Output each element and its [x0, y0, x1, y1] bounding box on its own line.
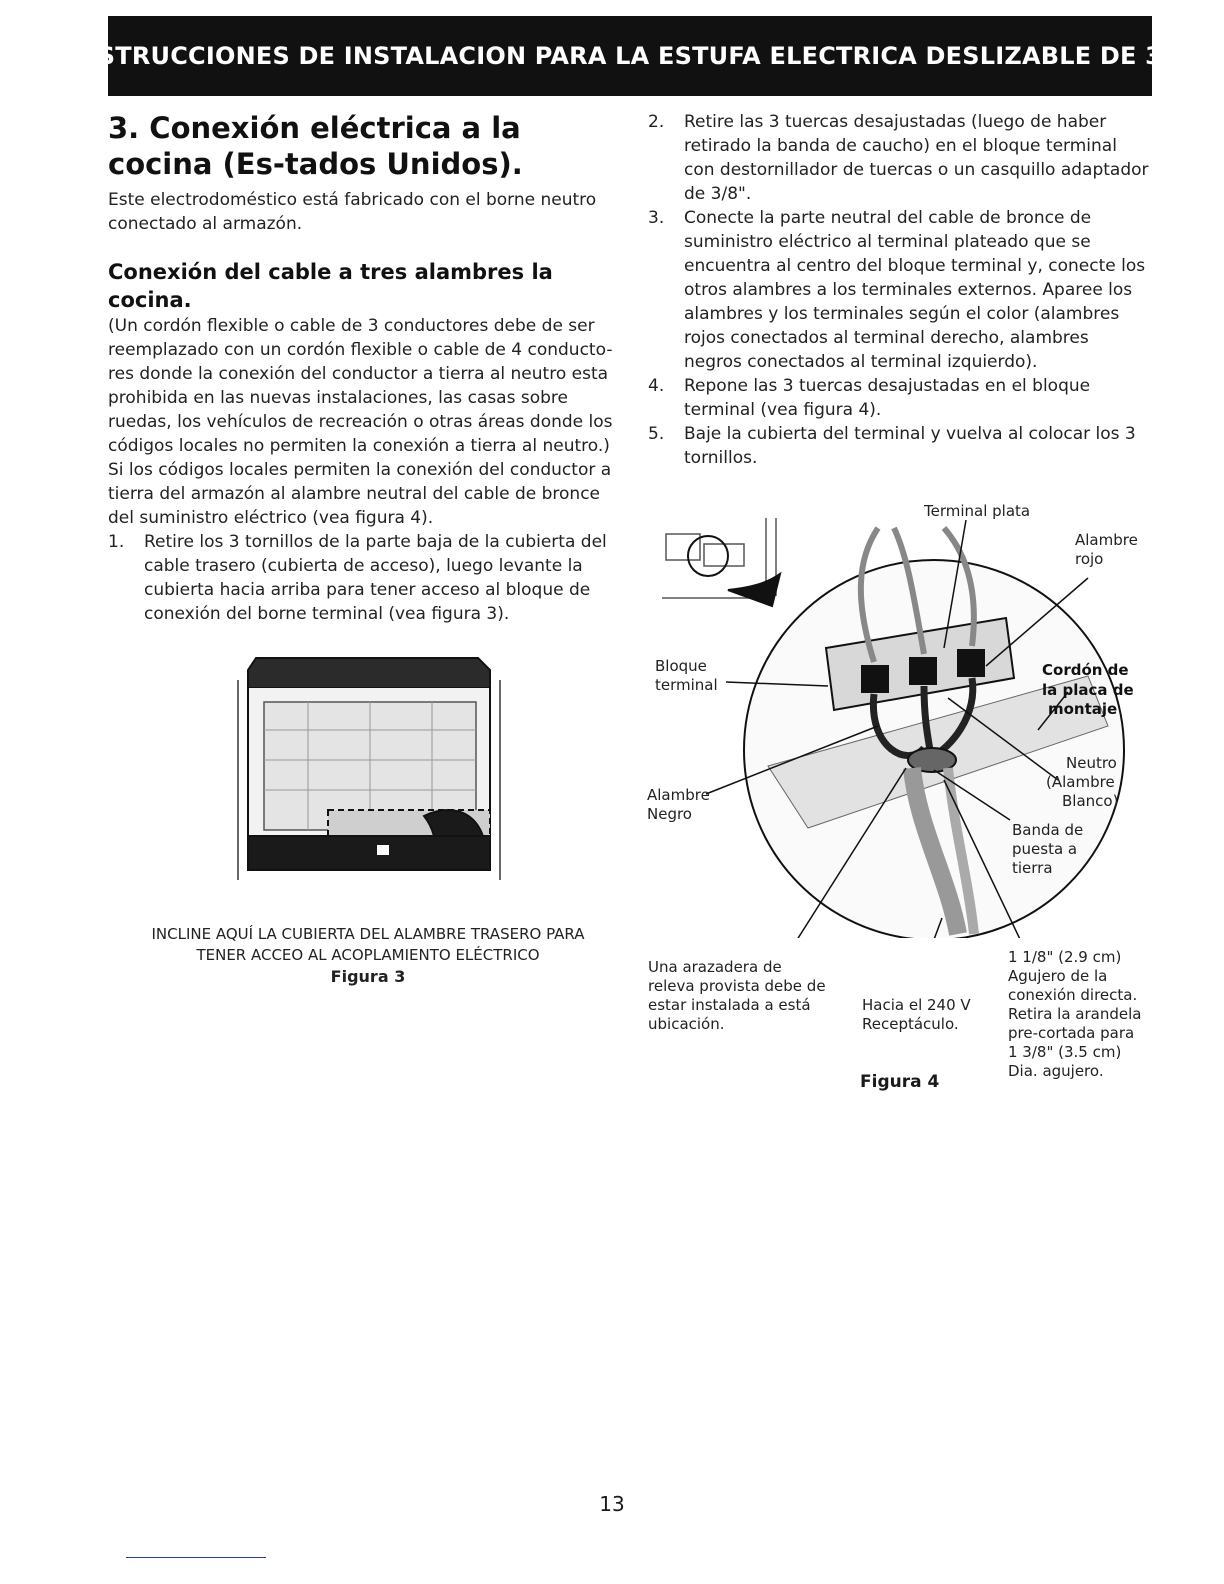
step-item [648, 110, 1152, 206]
label-cordon-placa: montaje [1048, 700, 1118, 718]
label-alambre-negro: Negro [647, 805, 692, 823]
label-banda-tierra: tierra [1012, 859, 1053, 877]
label-banda-tierra: Banda de [1012, 821, 1084, 839]
label-agujero: Retira la arandela [1008, 1005, 1142, 1023]
step-text: Repone las 3 tuercas desajustadas en el bloque terminal (vea figura 4). [684, 376, 1091, 420]
label-arazadera: Una arazadera de [648, 958, 782, 976]
label-agujero: conexión directa. [1008, 986, 1138, 1004]
step-number: 3. [648, 208, 665, 228]
label-cordon-placa: Cordón de [1042, 661, 1129, 679]
label-neutro: (Alambre [1046, 773, 1115, 791]
label-agujero: Agujero de la [1008, 967, 1108, 985]
label-agujero: 1 3/8" (3.5 cm) [1008, 1043, 1122, 1061]
left-steps-list [108, 530, 616, 626]
step-number: 1. [108, 532, 125, 552]
step-text: Baje la cubierta del terminal y vuelva al colocar los 3 tornillos. [684, 424, 1136, 468]
intro-paragraph: Este electrodoméstico está fabricado con el borne neutro conectado al armazón. [108, 190, 597, 234]
figure-3-label: Figura 3 [330, 967, 406, 986]
label-neutro: Blanco) [1062, 792, 1119, 810]
header-title: INSTRUCCIONES DE INSTALACION PARA LA ESTUFA ELECTRICA DESLIZABLE DE 30" [68, 42, 1192, 70]
right-steps-list [648, 110, 1152, 470]
label-agujero: Dia. agujero. [1008, 1062, 1104, 1080]
figure-3-caption [108, 924, 628, 987]
label-arazadera: ubicación. [648, 1015, 725, 1033]
step-item [648, 374, 1152, 422]
step-item [108, 530, 616, 626]
label-terminal-plata: Terminal plata [924, 502, 1031, 520]
figure-4-label: Figura 4 [860, 1072, 940, 1092]
step-text: Retire las 3 tuercas desajustadas (luego de haber retirado la banda de caucho) en el bloque terminal con destornillador de tuercas o un casquillo adaptador de 3/8". [684, 112, 1149, 204]
page-number: 13 [599, 1492, 625, 1516]
label-arazadera: estar instalada a está [648, 996, 811, 1014]
label-cordon-placa: la placa de [1042, 681, 1134, 699]
label-alambre-rojo: rojo [1075, 550, 1104, 568]
label-alambre-negro: Alambre [647, 786, 710, 804]
label-agujero: pre-cortada para [1008, 1024, 1135, 1042]
page-header-bar [68, 16, 1192, 96]
step-number: 5. [648, 424, 665, 444]
step-text: Conecte la parte neutral del cable de bronce de suministro eléctrico al terminal plateado que se encuentra al centro del bloque terminal y, conecte los otros alambres a los terminales externos. Aparee los alambres y los terminales según el color (alambres rojos conectados al terminal derecho, alambres negros conectados al terminal izquierdo). [684, 208, 1146, 372]
label-bloque-terminal: terminal [655, 676, 718, 694]
sub-body-paragraph: (Un cordón flexible o cable de 3 conductores debe de ser reemplazado con un cordón flexible o cable de 4 conducto-res donde la conexión del conductor a tierra al neutro esta prohibida en las nuevas instalaciones, las casas sobre ruedas, los vehículos de recreación o otras áreas donde los códigos locales no permiten la conexión a tierra al neutro.) Si los códigos locales permiten la conexión del conductor a tierra del armazón al alambre neutral del cable de bronce del suministro eléctrico (vea figura 4). [108, 316, 613, 528]
left-column [108, 110, 616, 626]
label-hacia-240v: Receptáculo. [862, 1015, 959, 1033]
step-item [648, 422, 1152, 470]
step-number: 4. [648, 376, 665, 396]
right-column [648, 110, 1152, 470]
sub-title: Conexión del cable a tres alambres la cocina. [108, 260, 553, 312]
range-rear-illustration [228, 640, 508, 910]
label-agujero: 1 1/8" (2.9 cm) [1008, 948, 1122, 966]
step-text: Retire los 3 tornillos de la parte baja de la cubierta del cable trasero (cubierta de acceso), luego levante la cubierta hacia arriba para tener acceso al bloque de conexión del borne terminal (vea figura 3). [144, 532, 607, 624]
figure-3-caption-line: TENER ACCEO AL ACOPLAMIENTO ELÉCTRICO [196, 946, 540, 964]
label-hacia-240v: Hacia el 240 V [862, 996, 971, 1014]
figure-3-caption-line: INCLINE AQUÍ LA CUBIERTA DEL ALAMBRE TRASERO PARA [151, 925, 585, 943]
label-bloque-terminal: Bloque [655, 657, 707, 675]
label-arazadera: releva provista debe de [648, 977, 826, 995]
step-number: 2. [648, 112, 665, 132]
step-item [648, 206, 1152, 374]
section-title: 3. Conexión eléctrica a la cocina (Es-tados Unidos). [108, 111, 523, 181]
footer-rule [126, 1557, 266, 1558]
label-alambre-rojo: Alambre [1075, 531, 1138, 549]
label-neutro: Neutro [1066, 754, 1117, 772]
label-banda-tierra: puesta a [1012, 840, 1078, 858]
